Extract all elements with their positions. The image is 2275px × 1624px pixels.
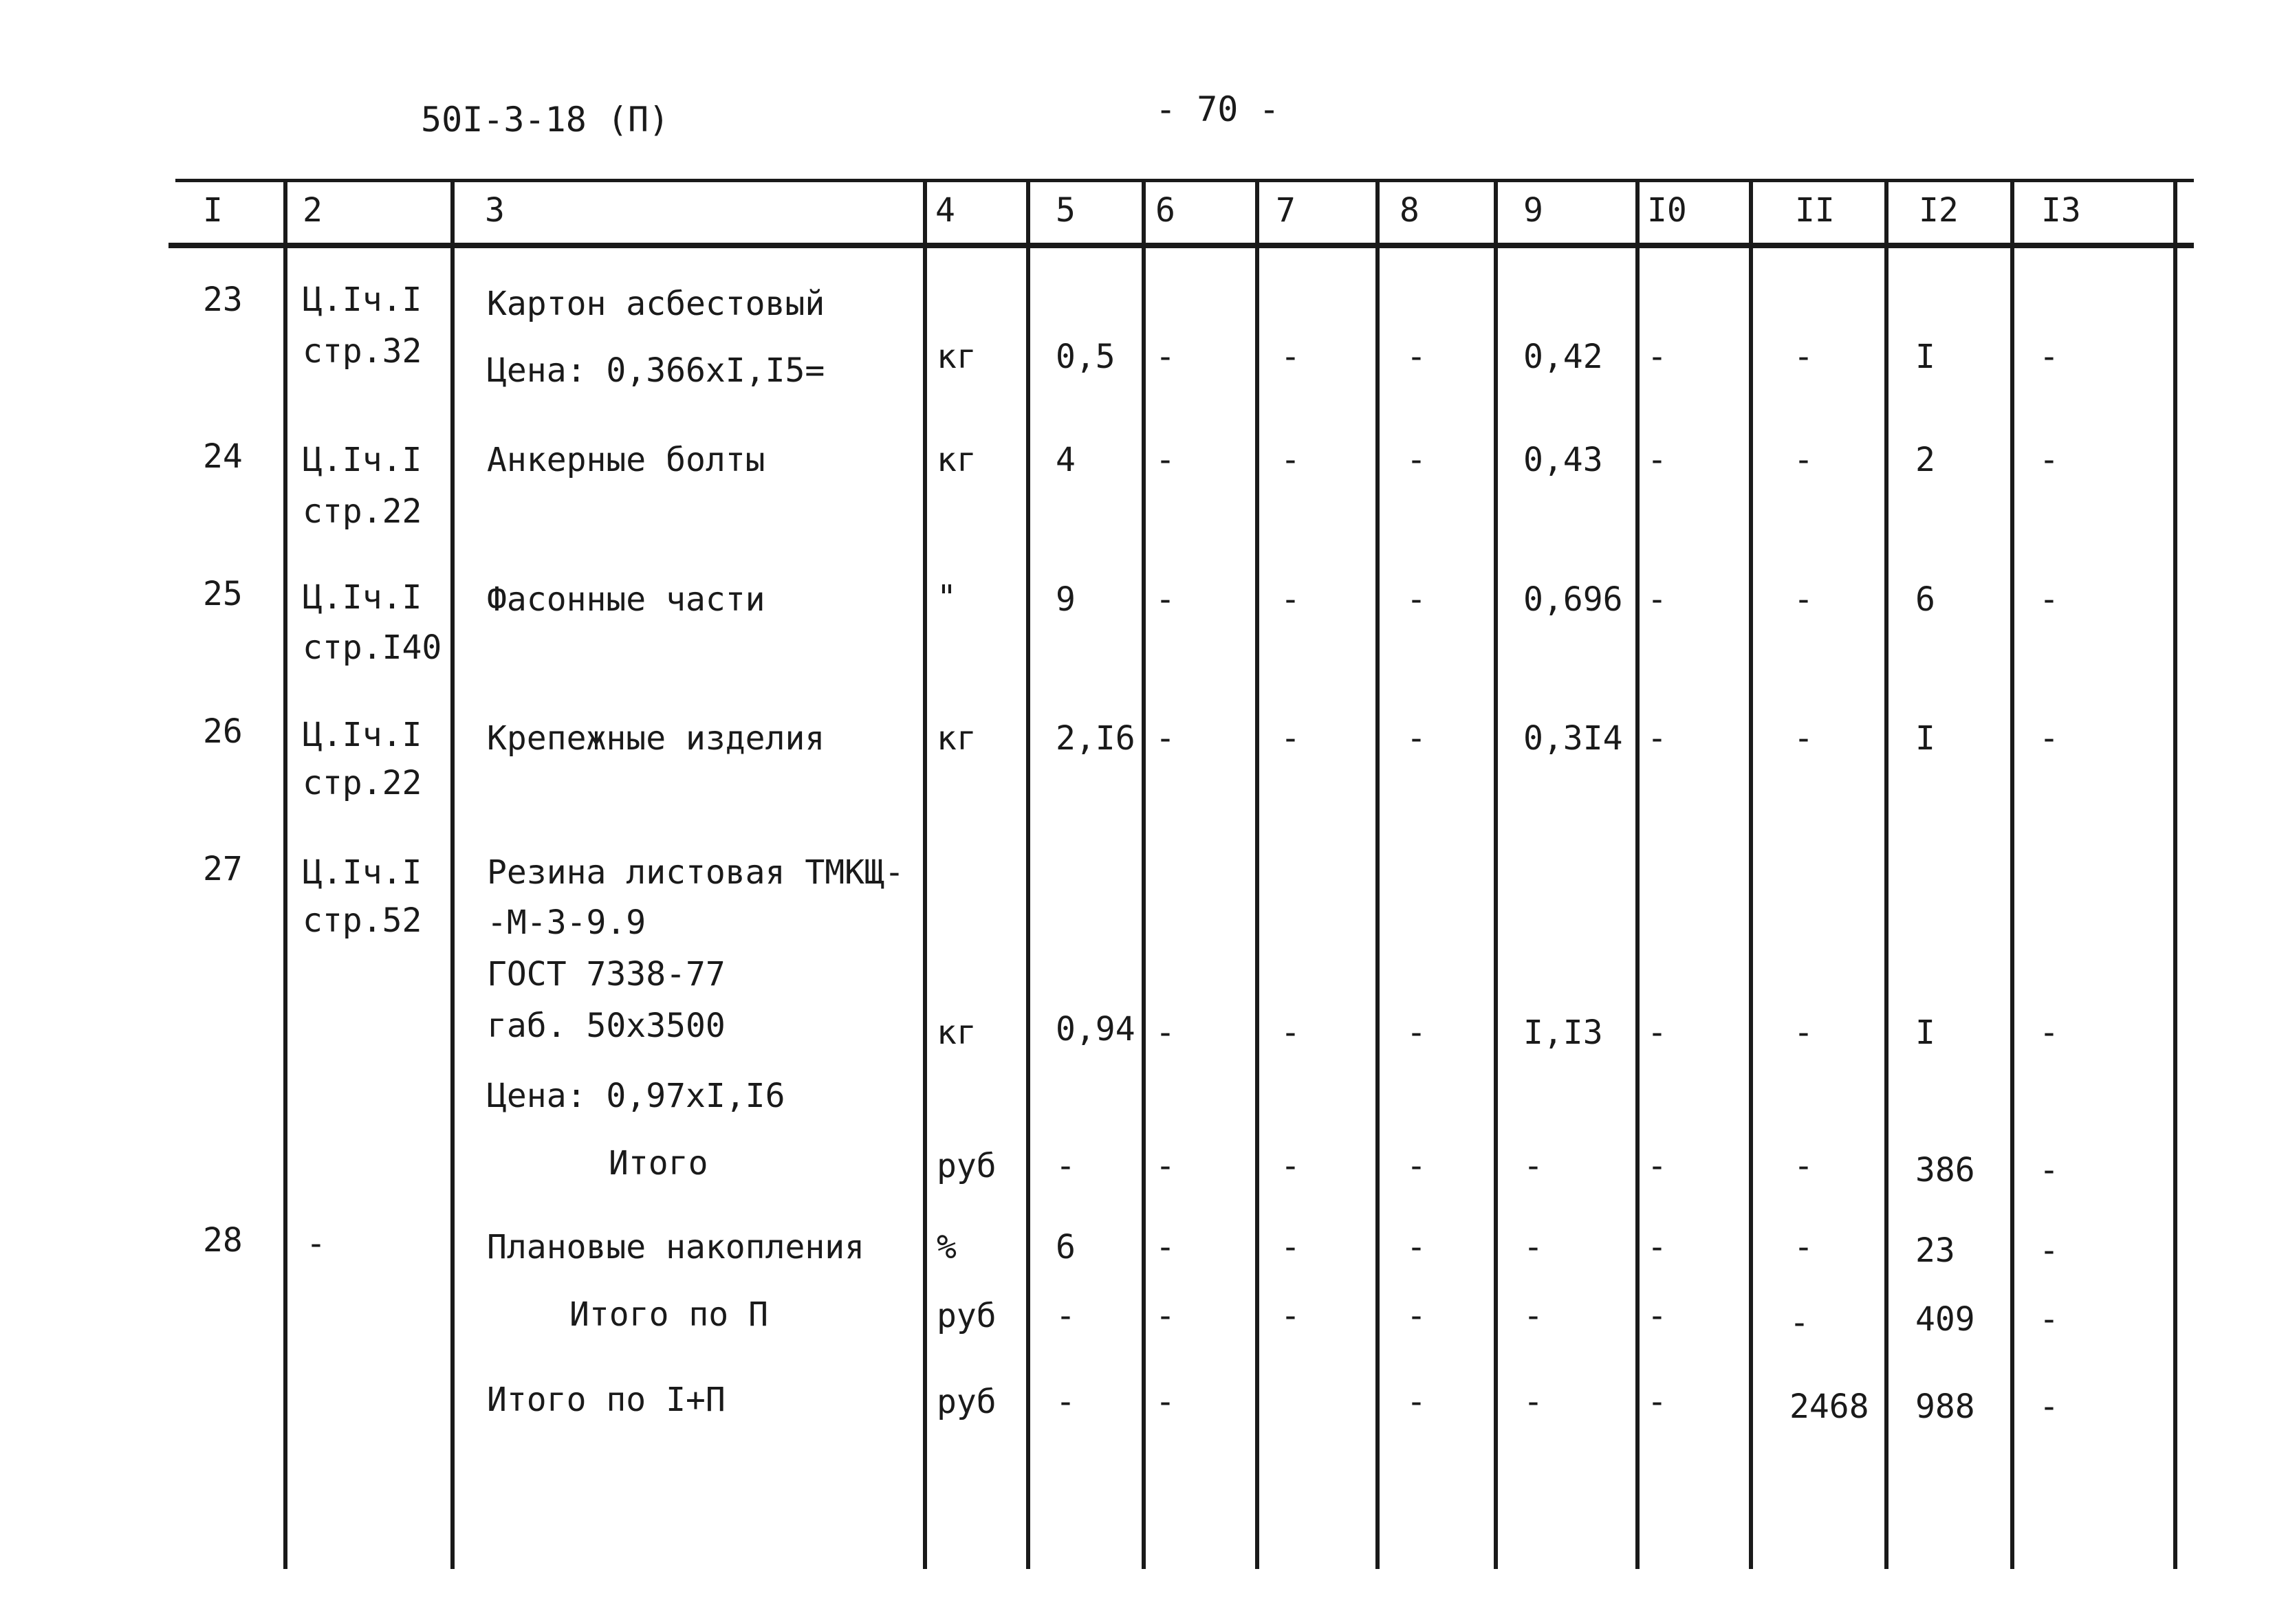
col-5-value: 4: [1056, 441, 1076, 479]
col-10-value: -: [1647, 1228, 1667, 1266]
col-header-5: 5: [1056, 191, 1076, 230]
col-13-value: -: [2039, 1151, 2059, 1189]
item-name: Резина листовая ТМКЩ-: [487, 853, 904, 892]
col-11-value: -: [1794, 719, 1814, 758]
unit: ": [937, 578, 957, 617]
col-8-value: -: [1406, 1383, 1426, 1421]
col-9-value: -: [1523, 1383, 1543, 1421]
col-header-8: 8: [1400, 191, 1419, 230]
col-rule-2: [450, 180, 455, 1569]
col-9-value: 0,3I4: [1523, 719, 1623, 758]
col-13-value: -: [2039, 719, 2059, 758]
col-8-value: -: [1406, 1147, 1426, 1185]
source-ref: Ц.Iч.I: [303, 716, 422, 754]
col-rule-3: [923, 180, 927, 1569]
col-8-value: -: [1406, 1013, 1426, 1052]
source-ref: стр.32: [303, 332, 422, 371]
col-header-6: 6: [1155, 191, 1175, 230]
col-5-value: 0,94: [1056, 1010, 1135, 1049]
col-rule-11: [1884, 180, 1888, 1569]
col-6-value: -: [1155, 338, 1175, 376]
unit: кг: [937, 1013, 977, 1052]
col-9-value: 0,43: [1523, 441, 1603, 479]
col-10-value: -: [1647, 1013, 1667, 1052]
col-header-7: 7: [1276, 191, 1296, 230]
col-rule-8: [1494, 180, 1498, 1569]
col-12-value: 988: [1915, 1387, 1975, 1426]
col-rule-1: [283, 180, 287, 1569]
col-7-value: -: [1281, 1228, 1300, 1266]
col-13-value: -: [2039, 338, 2059, 376]
col-10-value: -: [1647, 719, 1667, 758]
unit: кг: [937, 441, 977, 479]
col-9-value: -: [1523, 1228, 1543, 1266]
col-10-value: -: [1647, 1297, 1667, 1335]
col-5-value: -: [1056, 1383, 1076, 1421]
source-ref: Ц.Iч.I: [303, 853, 422, 892]
document-code: 50I-3-18 (П): [421, 100, 670, 140]
col-6-value: -: [1155, 1013, 1175, 1052]
unit: кг: [937, 719, 977, 758]
col-header-1: I: [203, 191, 223, 230]
item-name: Плановые накопления: [487, 1228, 865, 1266]
col-header-4: 4: [935, 191, 955, 230]
table-header-rule: [168, 243, 2194, 248]
col-9-value: 0,42: [1523, 338, 1603, 376]
col-11-value: -: [1794, 1147, 1814, 1185]
row-number: 23: [203, 281, 243, 319]
col-rule-5: [1142, 180, 1146, 1569]
col-9-value: -: [1523, 1147, 1543, 1185]
item-name: Цена: 0,97хI,I6: [487, 1077, 785, 1115]
col-10-value: -: [1647, 1383, 1667, 1421]
col-rule-9: [1635, 180, 1640, 1569]
col-7-value: -: [1281, 1297, 1300, 1335]
row-number: 24: [203, 437, 243, 476]
item-name: Цена: 0,366хI,I5=: [487, 351, 825, 390]
col-7-value: -: [1281, 1013, 1300, 1052]
col-7-value: -: [1281, 441, 1300, 479]
col-10-value: -: [1647, 580, 1667, 619]
col-11-value: -: [1794, 338, 1814, 376]
col-5-value: 9: [1056, 580, 1076, 619]
col-header-9: 9: [1523, 191, 1543, 230]
col-6-value: -: [1155, 719, 1175, 758]
col-13-value: -: [2039, 1013, 2059, 1052]
source-ref: -: [306, 1225, 326, 1263]
col-6-value: -: [1155, 1147, 1175, 1185]
source-ref: Ц.Iч.I: [303, 578, 422, 617]
unit: руб: [937, 1383, 997, 1421]
col-7-value: -: [1281, 719, 1300, 758]
col-8-value: -: [1406, 1228, 1426, 1266]
col-6-value: -: [1155, 1383, 1175, 1421]
col-rule-6: [1255, 180, 1259, 1569]
source-ref: стр.22: [303, 492, 422, 531]
col-9-value: I,I3: [1523, 1013, 1603, 1052]
col-11-value: -: [1794, 1228, 1814, 1266]
page-number: - 70 -: [1155, 89, 1280, 129]
col-8-value: -: [1406, 580, 1426, 619]
col-8-value: -: [1406, 719, 1426, 758]
item-name: габ. 50х3500: [487, 1007, 726, 1045]
col-8-value: -: [1406, 441, 1426, 479]
col-12-value: I: [1915, 719, 1935, 758]
col-7-value: -: [1281, 338, 1300, 376]
col-5-value: -: [1056, 1297, 1076, 1335]
col-9-value: 0,696: [1523, 580, 1623, 619]
item-name: ГОСТ 7338-77: [487, 955, 726, 994]
unit: руб: [937, 1147, 997, 1185]
source-ref: Ц.Iч.I: [303, 441, 422, 479]
col-rule-7: [1375, 180, 1380, 1569]
col-rule-4: [1026, 180, 1030, 1569]
col-rule-13: [2173, 180, 2177, 1569]
col-5-value: -: [1056, 1147, 1076, 1185]
item-name: Анкерные болты: [487, 441, 765, 479]
col-12-value: I: [1915, 1013, 1935, 1052]
col-header-3: 3: [485, 191, 505, 230]
unit: %: [937, 1228, 957, 1266]
table-top-rule: [175, 179, 2194, 182]
col-7-value: -: [1281, 580, 1300, 619]
col-6-value: -: [1155, 1297, 1175, 1335]
row-number: 26: [203, 712, 243, 751]
subtotal-label: Итого: [609, 1144, 708, 1183]
item-name: Крепежные изделия: [487, 719, 825, 758]
row-number: 27: [203, 850, 243, 888]
col-13-value: -: [2039, 1231, 2059, 1270]
col-8-value: -: [1406, 338, 1426, 376]
col-13-value: -: [2039, 1387, 2059, 1426]
col-7-value: -: [1281, 1147, 1300, 1185]
total-label: Итого по I+П: [487, 1381, 726, 1419]
col-12-value: I: [1915, 338, 1935, 376]
source-ref: стр.I40: [303, 628, 442, 667]
col-header-2: 2: [303, 191, 323, 230]
col-11-value: -: [1794, 580, 1814, 619]
row-number: 25: [203, 575, 243, 613]
source-ref: стр.52: [303, 901, 422, 940]
item-name: Картон асбестовый: [487, 285, 825, 323]
col-6-value: -: [1155, 1228, 1175, 1266]
col-6-value: -: [1155, 441, 1175, 479]
col-12-value: 409: [1915, 1300, 1975, 1339]
col-5-value: 6: [1056, 1228, 1076, 1266]
col-11-value: -: [1794, 441, 1814, 479]
col-5-value: 2,I6: [1056, 719, 1135, 758]
item-name: Фасонные части: [487, 580, 765, 619]
subtotal-label: Итого по П: [569, 1295, 768, 1334]
col-13-value: -: [2039, 580, 2059, 619]
col-8-value: -: [1406, 1297, 1426, 1335]
col-rule-12: [2010, 180, 2014, 1569]
col-9-value: -: [1523, 1297, 1543, 1335]
source-ref: стр.22: [303, 764, 422, 802]
col-13-value: -: [2039, 1300, 2059, 1339]
col-10-value: -: [1647, 441, 1667, 479]
col-12-value: 6: [1915, 580, 1935, 619]
col-12-value: 2: [1915, 441, 1935, 479]
col-header-11: II: [1795, 191, 1835, 230]
unit: руб: [937, 1297, 997, 1335]
col-11-value: -: [1789, 1304, 1809, 1342]
item-name: -М-3-9.9: [487, 903, 646, 942]
col-5-value: 0,5: [1056, 338, 1115, 376]
col-11-value: 2468: [1789, 1387, 1869, 1426]
unit: кг: [937, 338, 977, 376]
col-12-value: 386: [1915, 1151, 1975, 1189]
col-11-value: -: [1794, 1013, 1814, 1052]
col-header-12: I2: [1919, 191, 1959, 230]
col-header-13: I3: [2041, 191, 2081, 230]
col-6-value: -: [1155, 580, 1175, 619]
col-rule-10: [1749, 180, 1753, 1569]
col-header-10: I0: [1647, 191, 1687, 230]
source-ref: Ц.Iч.I: [303, 281, 422, 319]
col-10-value: -: [1647, 1147, 1667, 1185]
col-13-value: -: [2039, 441, 2059, 479]
col-10-value: -: [1647, 338, 1667, 376]
col-12-value: 23: [1915, 1231, 1955, 1270]
row-number: 28: [203, 1221, 243, 1260]
